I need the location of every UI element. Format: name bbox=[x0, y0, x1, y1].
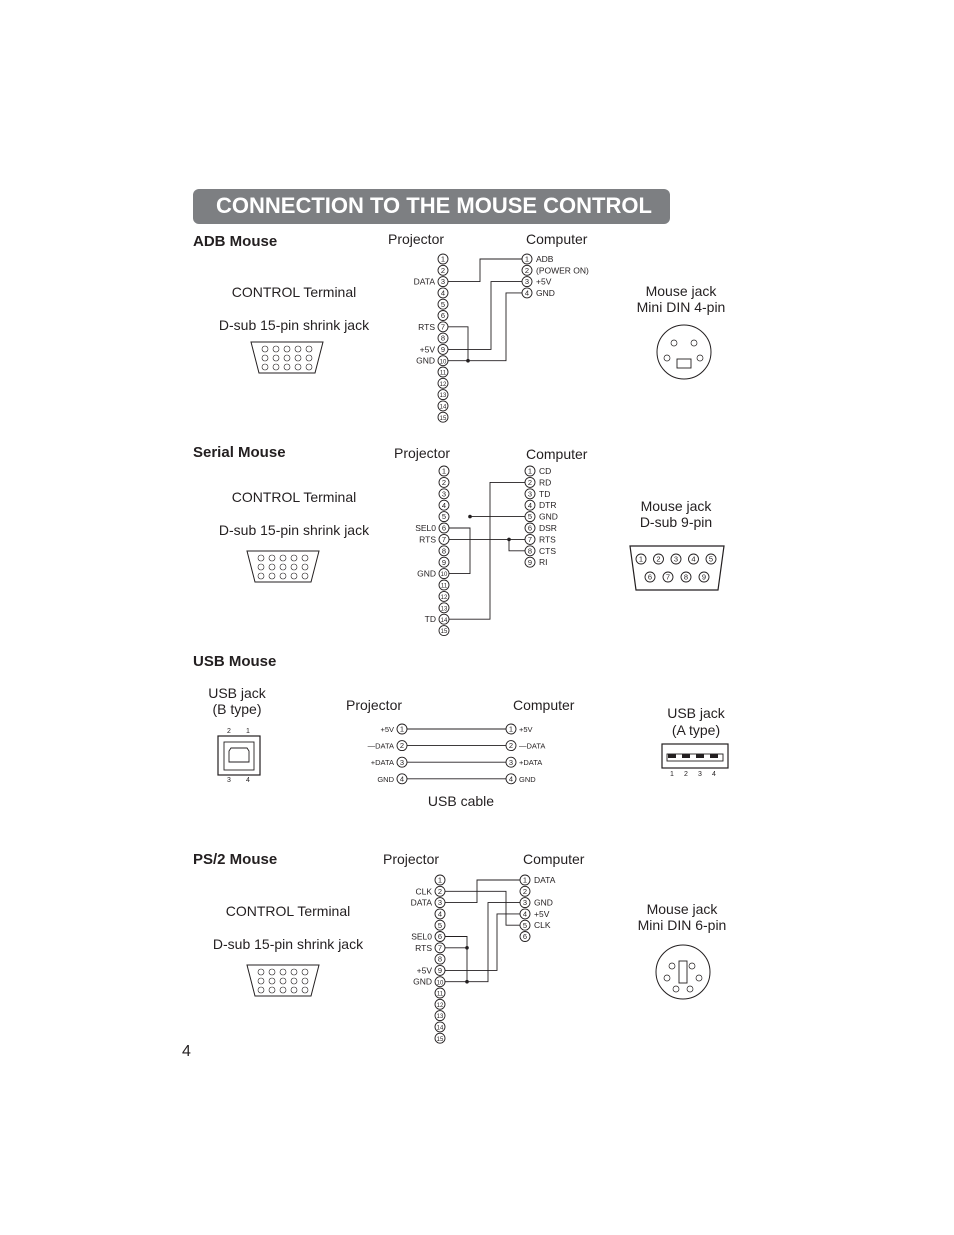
serial-comp-pin-4-number: 4 bbox=[527, 500, 533, 510]
serial-dsub15-pin-8 bbox=[280, 564, 286, 570]
serial-proj-pin-10-number: 10 bbox=[440, 572, 448, 579]
serial-dsub9-shell bbox=[630, 546, 724, 590]
usb-left-pin-3-number: 3 bbox=[399, 757, 405, 767]
ps2-proj-pin-6-number: 6 bbox=[437, 932, 443, 942]
serial-dsub15-pin-13 bbox=[280, 573, 286, 579]
serial-proj-pin-11-number: 11 bbox=[440, 583, 448, 590]
serial-comp-signal-3: TD bbox=[539, 488, 551, 499]
ps2-control-terminal-label: CONTROL Terminal bbox=[225, 903, 351, 919]
ps2-dsub15-pin-10 bbox=[302, 978, 308, 984]
usb-left-pin-4-number: 4 bbox=[399, 774, 405, 784]
serial-dsub15-pin-2 bbox=[269, 555, 275, 561]
ps2-dsub15-pin-14 bbox=[291, 987, 297, 993]
usb-b-jack-label-2: (B type) bbox=[212, 701, 262, 717]
ps2-comp-signal-4: +5V bbox=[534, 908, 550, 919]
usb-b-jack-inner bbox=[224, 742, 254, 770]
serial-dsub15-pin-10 bbox=[302, 564, 308, 570]
serial-dsub9-pin-5-number: 5 bbox=[708, 554, 714, 564]
usb-right-signal-4: GND bbox=[519, 774, 536, 784]
serial-proj-pin-15-number: 15 bbox=[440, 629, 448, 636]
usb-mouse-title: USB Mouse bbox=[193, 653, 277, 670]
serial-dsub15-pin-6 bbox=[258, 564, 264, 570]
usb-computer-label: Computer bbox=[513, 697, 575, 713]
serial-dsub9-pin-2-number: 2 bbox=[656, 554, 661, 564]
ps2-proj-pin-9-number: 9 bbox=[437, 966, 443, 975]
serial-comp-signal-9: RI bbox=[539, 557, 548, 568]
usb-right-signal-3: +DATA bbox=[519, 758, 543, 768]
page-number: 4 bbox=[182, 1043, 191, 1060]
adb-dsub15-pin-14 bbox=[295, 364, 301, 370]
adb-din-pin-1 bbox=[697, 355, 703, 361]
ps2-dsub15-pin-11 bbox=[258, 987, 264, 993]
ps2-dsub15-pin-2 bbox=[269, 969, 275, 975]
serial-wire-cts bbox=[509, 539, 525, 550]
usb-b-jack-tongue bbox=[229, 748, 249, 762]
usb-right-pin-1-number: 1 bbox=[508, 724, 514, 734]
serial-proj-pin-12-number: 12 bbox=[440, 595, 448, 601]
usb-a-contact-4 bbox=[710, 754, 718, 758]
serial-comp-pin-2-number: 2 bbox=[527, 478, 533, 487]
serial-comp-signal-6: DSR bbox=[539, 523, 557, 533]
serial-proj-signal-6: SEL0 bbox=[415, 523, 436, 533]
ps2-dsub15-pin-6 bbox=[258, 978, 264, 984]
ps2-jack-label-2: Mini DIN 6-pin bbox=[637, 917, 727, 933]
usb-left-signal-3: +DATA bbox=[370, 758, 394, 768]
adb-comp-pin-3-number: 3 bbox=[524, 277, 530, 287]
ps2-din-pin-3 bbox=[696, 975, 702, 981]
serial-computer-label: Computer bbox=[526, 446, 588, 462]
adb-dsub15-pin-1 bbox=[262, 346, 268, 352]
adb-dsub15-pin-7 bbox=[273, 355, 279, 361]
serial-dsub15-pin-12 bbox=[269, 573, 275, 579]
serial-jack-label-2: D-sub 9-pin bbox=[639, 514, 713, 530]
adb-jack-label-2: Mini DIN 4-pin bbox=[636, 299, 726, 315]
adb-control-terminal-label: CONTROL Terminal bbox=[231, 284, 357, 300]
adb-dsub15-pin-11 bbox=[262, 364, 268, 370]
adb-dsub15-pin-9 bbox=[295, 355, 301, 361]
ps2-dsub15-pin-3 bbox=[280, 969, 286, 975]
adb-wire-rts bbox=[448, 327, 468, 361]
serial-proj-pin-2-number: 2 bbox=[441, 478, 447, 487]
ps2-dsub15-pin-13 bbox=[280, 987, 286, 993]
ps2-proj-signal-2: CLK bbox=[415, 886, 432, 897]
ps2-dsub15-pin-1 bbox=[258, 969, 264, 975]
adb-proj-pin-7-number: 7 bbox=[440, 322, 446, 332]
serial-comp-signal-2: RD bbox=[539, 477, 552, 488]
ps2-comp-pin-5-number: 5 bbox=[522, 920, 528, 930]
ps2-proj-pin-11-number: 11 bbox=[436, 991, 444, 998]
serial-dsub-label: D-sub 15-pin shrink jack bbox=[218, 522, 370, 538]
usb-b-pin-label-1: 1 bbox=[246, 728, 250, 735]
ps2-proj-pin-4-number: 4 bbox=[437, 909, 443, 919]
adb-proj-pin-5-number: 5 bbox=[440, 299, 446, 309]
ps2-proj-pin-7-number: 7 bbox=[437, 943, 443, 953]
usb-left-signal-1: +5V bbox=[380, 725, 394, 734]
usb-left-pin-1-number: 1 bbox=[399, 724, 405, 734]
ps2-comp-pin-1-number: 1 bbox=[522, 875, 528, 885]
ps2-proj-pin-12-number: 12 bbox=[436, 1002, 444, 1009]
serial-dsub15-pin-4 bbox=[291, 555, 297, 561]
serial-proj-pin-1-number: 1 bbox=[441, 466, 447, 476]
adb-dsub15-pin-13 bbox=[284, 364, 290, 370]
usb-a-jack-label-2: (A type) bbox=[671, 722, 721, 738]
adb-mini-din-key bbox=[677, 359, 691, 368]
ps2-proj-pin-15-number: 15 bbox=[436, 1036, 444, 1043]
serial-control-terminal-label: CONTROL Terminal bbox=[231, 489, 357, 505]
adb-proj-pin-10-number: 10 bbox=[439, 359, 447, 366]
ps2-din-pin-5 bbox=[689, 963, 695, 969]
serial-dsub9-pin-9-number: 9 bbox=[701, 572, 707, 582]
serial-junction-gnd bbox=[468, 515, 472, 519]
adb-dsub15-pin-12 bbox=[273, 364, 279, 370]
serial-dsub15-pin-11 bbox=[258, 573, 264, 579]
adb-dsub-label: D-sub 15-pin shrink jack bbox=[218, 317, 370, 333]
serial-comp-pin-3-number: 3 bbox=[527, 489, 533, 499]
ps2-proj-pin-1-number: 1 bbox=[437, 875, 443, 885]
ps2-computer-label: Computer bbox=[523, 851, 585, 867]
serial-comp-signal-5: GND bbox=[539, 511, 558, 522]
serial-proj-pin-5-number: 5 bbox=[441, 512, 447, 522]
ps2-mouse-title: PS/2 Mouse bbox=[193, 851, 278, 868]
serial-comp-signal-7: RTS bbox=[539, 534, 556, 545]
adb-proj-pin-2-number: 2 bbox=[440, 265, 446, 275]
adb-proj-pin-8-number: 8 bbox=[440, 333, 446, 343]
ps2-wire-sel0 bbox=[445, 937, 467, 982]
serial-dsub15-pin-3 bbox=[280, 555, 286, 561]
usb-left-pin-2-number: 2 bbox=[399, 741, 405, 751]
serial-dsub15-pin-15 bbox=[302, 573, 308, 579]
ps2-proj-pin-10-number: 10 bbox=[436, 980, 444, 987]
ps2-proj-pin-5-number: 5 bbox=[437, 920, 443, 930]
adb-proj-signal-10: GND bbox=[416, 355, 435, 366]
adb-proj-pin-11-number: 11 bbox=[439, 370, 447, 377]
ps2-comp-pin-4-number: 4 bbox=[522, 909, 528, 919]
adb-din-pin-3 bbox=[691, 340, 697, 346]
adb-mouse-title: ADB Mouse bbox=[193, 233, 278, 250]
usb-a-pin-label-4: 4 bbox=[712, 771, 716, 778]
serial-dsub15-pin-5 bbox=[302, 555, 308, 561]
usb-right-pin-3-number: 3 bbox=[508, 757, 514, 767]
serial-comp-pin-5-number: 5 bbox=[527, 512, 533, 522]
adb-junction bbox=[466, 359, 470, 363]
adb-dsub15-pin-4 bbox=[295, 346, 301, 352]
usb-a-jack-label-1: USB jack bbox=[667, 705, 725, 721]
usb-b-pin-label-3: 3 bbox=[227, 777, 231, 784]
adb-proj-pin-6-number: 6 bbox=[440, 311, 446, 321]
adb-dsub15-pin-10 bbox=[306, 355, 312, 361]
serial-dsub9-pin-7-number: 7 bbox=[665, 572, 671, 582]
ps2-comp-pin-2-number: 2 bbox=[522, 886, 528, 896]
serial-proj-signal-7: RTS bbox=[419, 534, 436, 545]
adb-jack-label-1: Mouse jack bbox=[645, 283, 717, 299]
ps2-proj-pin-8-number: 8 bbox=[437, 954, 443, 964]
ps2-mini-din-shell bbox=[656, 945, 710, 999]
usb-b-pin-label-4: 4 bbox=[246, 777, 250, 784]
adb-proj-signal-3: DATA bbox=[413, 276, 435, 287]
usb-left-signal-2: —DATA bbox=[367, 741, 394, 751]
adb-comp-pin-1-number: 1 bbox=[524, 254, 530, 264]
adb-projector-label: Projector bbox=[388, 231, 445, 247]
adb-comp-pin-2-number: 2 bbox=[524, 265, 530, 275]
ps2-dsub15-pin-4 bbox=[291, 969, 297, 975]
adb-proj-pin-14-number: 14 bbox=[439, 404, 447, 411]
usb-b-jack-label-1: USB jack bbox=[208, 685, 266, 701]
serial-proj-pin-3-number: 3 bbox=[441, 489, 447, 499]
ps2-projector-label: Projector bbox=[383, 851, 440, 867]
ps2-dsub15-pin-8 bbox=[280, 978, 286, 984]
adb-proj-pin-4-number: 4 bbox=[440, 288, 446, 298]
adb-wire-5v bbox=[448, 282, 522, 350]
ps2-proj-signal-7: RTS bbox=[415, 942, 432, 953]
adb-comp-pin-4-number: 4 bbox=[524, 288, 530, 298]
serial-proj-pin-14-number: 14 bbox=[440, 617, 448, 624]
serial-dsub15-pin-7 bbox=[269, 564, 275, 570]
ps2-wire-gnd bbox=[445, 903, 520, 982]
serial-mouse-title: Serial Mouse bbox=[193, 444, 286, 461]
serial-dsub9-pin-1-number: 1 bbox=[638, 554, 644, 564]
usb-a-pin-label-2: 2 bbox=[684, 771, 688, 778]
adb-dsub15-pin-15 bbox=[306, 364, 312, 370]
ps2-din-pin-1 bbox=[687, 986, 693, 992]
ps2-din-pin-4 bbox=[664, 975, 670, 981]
serial-proj-pin-7-number: 7 bbox=[441, 535, 447, 544]
ps2-proj-pin-14-number: 14 bbox=[436, 1025, 444, 1032]
ps2-comp-signal-1: DATA bbox=[534, 875, 556, 885]
serial-dsub15-pin-14 bbox=[291, 573, 297, 579]
serial-jack-label-1: Mouse jack bbox=[640, 498, 712, 514]
usb-a-contact-2 bbox=[682, 754, 690, 758]
adb-din-pin-4 bbox=[671, 340, 677, 346]
ps2-mini-din-key bbox=[679, 961, 687, 983]
serial-comp-signal-4: DTR bbox=[539, 500, 557, 511]
serial-comp-signal-1: CD bbox=[539, 466, 552, 476]
ps2-proj-pin-13-number: 13 bbox=[436, 1014, 444, 1021]
serial-comp-signal-8: CTS bbox=[539, 545, 556, 556]
adb-comp-signal-2: (POWER ON) bbox=[536, 265, 589, 276]
usb-a-pin-label-1: 1 bbox=[670, 771, 674, 778]
adb-comp-signal-4: GND bbox=[536, 287, 555, 298]
usb-a-pin-label-3: 3 bbox=[698, 771, 702, 778]
ps2-proj-pin-3-number: 3 bbox=[437, 898, 443, 908]
adb-proj-signal-9: +5V bbox=[419, 344, 435, 355]
ps2-jack-label-1: Mouse jack bbox=[646, 901, 718, 917]
ps2-junction-gnd bbox=[465, 980, 469, 984]
usb-projector-label: Projector bbox=[346, 697, 403, 713]
ps2-comp-signal-5: CLK bbox=[534, 920, 551, 931]
adb-dsub15-pin-8 bbox=[284, 355, 290, 361]
adb-comp-signal-1: ADB bbox=[536, 254, 554, 264]
usb-right-signal-2: —DATA bbox=[519, 741, 546, 751]
ps2-comp-pin-3-number: 3 bbox=[522, 898, 528, 908]
serial-proj-pin-6-number: 6 bbox=[441, 523, 447, 533]
adb-proj-pin-9-number: 9 bbox=[440, 345, 446, 354]
serial-comp-pin-6-number: 6 bbox=[527, 523, 533, 533]
adb-dsub15-pin-3 bbox=[284, 346, 290, 352]
adb-computer-label: Computer bbox=[526, 231, 588, 247]
serial-dsub9-pin-3-number: 3 bbox=[673, 554, 679, 564]
adb-dsub15-pin-6 bbox=[262, 355, 268, 361]
usb-a-contact-1 bbox=[668, 754, 676, 758]
serial-proj-pin-4-number: 4 bbox=[441, 500, 447, 510]
adb-din-pin-2 bbox=[664, 355, 670, 361]
usb-right-pin-2-number: 2 bbox=[508, 741, 514, 751]
serial-comp-pin-7-number: 7 bbox=[527, 535, 533, 544]
serial-proj-pin-9-number: 9 bbox=[441, 557, 447, 567]
ps2-dsub15-pin-12 bbox=[269, 987, 275, 993]
serial-dsub9-pin-4-number: 4 bbox=[691, 554, 696, 564]
adb-proj-signal-7: RTS bbox=[418, 321, 435, 332]
serial-proj-signal-14: TD bbox=[424, 614, 436, 625]
adb-dsub15-pin-5 bbox=[306, 346, 312, 352]
ps2-comp-pin-6-number: 6 bbox=[522, 932, 528, 942]
ps2-wire-5v bbox=[445, 914, 520, 971]
ps2-proj-signal-3: DATA bbox=[410, 897, 432, 908]
ps2-din-pin-2 bbox=[673, 986, 679, 992]
usb-left-signal-4: GND bbox=[377, 774, 394, 784]
adb-proj-pin-15-number: 15 bbox=[439, 415, 447, 422]
adb-proj-pin-13-number: 13 bbox=[439, 393, 447, 400]
serial-proj-signal-10: GND bbox=[417, 568, 436, 579]
adb-comp-signal-3: +5V bbox=[536, 276, 552, 287]
ps2-dsub15-pin-5 bbox=[302, 969, 308, 975]
serial-dsub15-pin-1 bbox=[258, 555, 264, 561]
serial-wire-sel0 bbox=[449, 528, 470, 574]
adb-proj-pin-12-number: 12 bbox=[439, 381, 447, 388]
adb-proj-pin-1-number: 1 bbox=[440, 254, 446, 264]
serial-projector-label: Projector bbox=[394, 445, 451, 461]
adb-wire-data bbox=[448, 259, 522, 282]
page-title: CONNECTION TO THE MOUSE CONTROL bbox=[216, 193, 652, 218]
serial-proj-pin-13-number: 13 bbox=[440, 606, 448, 613]
ps2-dsub15-pin-9 bbox=[291, 978, 297, 984]
ps2-proj-signal-6: SEL0 bbox=[411, 931, 432, 942]
ps2-wire-clk bbox=[445, 891, 520, 925]
usb-a-contact-3 bbox=[696, 754, 704, 758]
ps2-proj-signal-9: +5V bbox=[416, 965, 432, 976]
usb-right-pin-4-number: 4 bbox=[508, 774, 514, 784]
ps2-proj-pin-2-number: 2 bbox=[437, 886, 443, 896]
serial-dsub9-pin-8-number: 8 bbox=[683, 572, 689, 582]
ps2-dsub-label: D-sub 15-pin shrink jack bbox=[212, 936, 364, 952]
usb-right-signal-1: +5V bbox=[519, 725, 533, 734]
serial-dsub9-pin-6-number: 6 bbox=[647, 572, 653, 582]
serial-comp-pin-8-number: 8 bbox=[527, 546, 533, 556]
ps2-din-pin-6 bbox=[669, 963, 675, 969]
ps2-dsub15-pin-7 bbox=[269, 978, 275, 984]
ps2-proj-signal-10: GND bbox=[413, 976, 432, 987]
adb-mini-din-shell bbox=[657, 325, 711, 379]
adb-proj-pin-3-number: 3 bbox=[440, 277, 446, 287]
serial-comp-pin-9-number: 9 bbox=[527, 557, 533, 567]
adb-dsub15-pin-2 bbox=[273, 346, 279, 352]
serial-proj-pin-8-number: 8 bbox=[441, 546, 447, 556]
usb-b-pin-label-2: 2 bbox=[227, 728, 231, 735]
ps2-dsub15-pin-15 bbox=[302, 987, 308, 993]
ps2-comp-signal-3: GND bbox=[534, 897, 553, 908]
serial-comp-pin-1-number: 1 bbox=[527, 466, 533, 476]
usb-cable-label: USB cable bbox=[427, 793, 495, 809]
serial-dsub15-pin-9 bbox=[291, 564, 297, 570]
